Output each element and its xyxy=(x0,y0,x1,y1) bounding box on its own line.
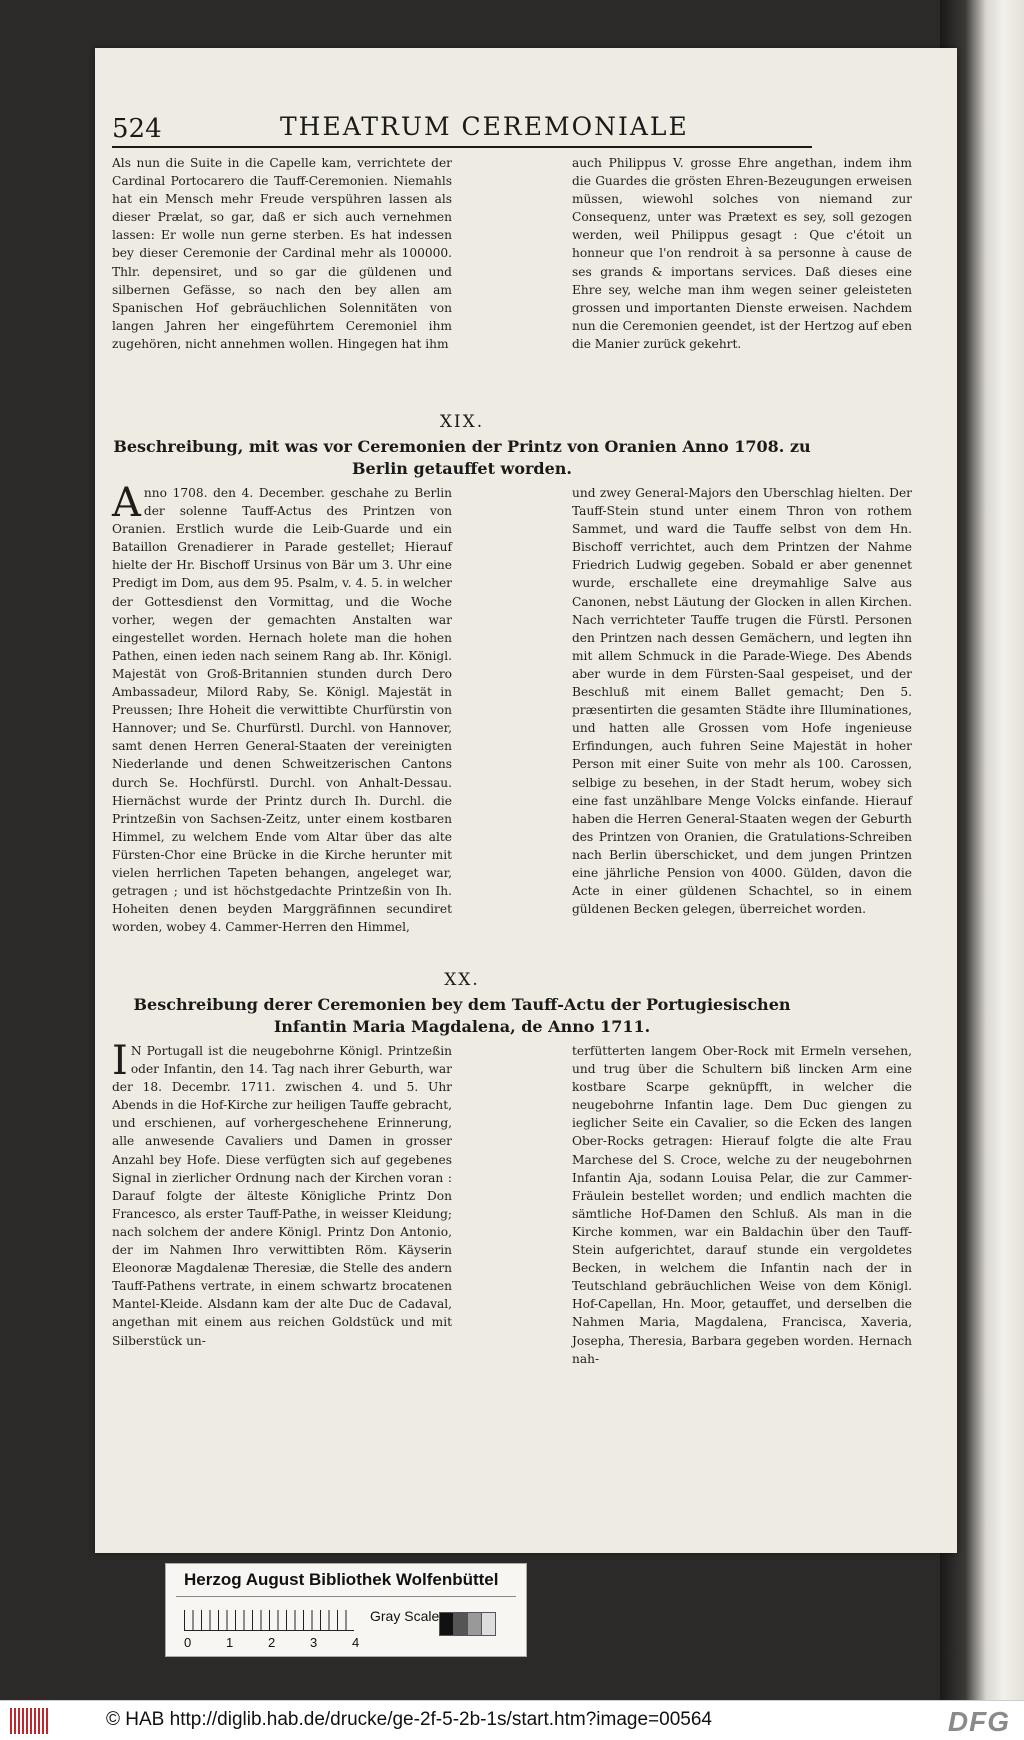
xx-left-column xyxy=(112,1038,452,1350)
xix-right-column xyxy=(572,484,912,918)
xx-right-column xyxy=(572,1042,912,1368)
gray-swatch xyxy=(439,1612,454,1636)
ruler-number: 2 xyxy=(268,1635,276,1650)
ruler-number: 1 xyxy=(226,1635,234,1650)
barcode-icon xyxy=(10,1708,48,1734)
scale-ruler xyxy=(184,1610,354,1631)
library-label xyxy=(165,1563,527,1657)
xx-left-text: N Portugall ist die neugebohrne Königl. Printzeßin oder Infantin, den 14. Tag nach ihrer Geburth, war der 18. Decembr. 1711. zwischen 4. und 5. Uhr Abends in die Hof-Kirche zur heiligen Tauffe gebracht, und erschienen, auf vorhergeschehene Erinnerung, alle anwesende Cavaliers und Damen in grosser Anzahl bey Hofe. Diese verfügten sich auf gegebenes Signal in zierlicher Ordnung nach der Kirchen voran : Darauf folgte der älteste Königliche Printz Don Francesco, als erster Tauff-Pathe, in weisser Kleidung; nach solchem der andere Königl. Printz Don Antonio, der im Nahmen Ihro verwittibten Röm. Käyserin Eleonoræ Magdalenæ Theresiæ, die Stelle des andern Tauff-Pathens vertrate, in einem schwartz brocatenen Mantel-Kleide. Alsdann kam der alte Duc de Cadaval, angethan mit einem aus reichen Goldstück und mit Silberstück un- xyxy=(112,1044,452,1348)
label-divider xyxy=(176,1596,516,1597)
xix-left-column xyxy=(112,480,452,936)
xx-left-paragraph xyxy=(112,1038,452,1350)
section-xix-numeral: XIX. xyxy=(439,412,485,432)
section-xix-title: Beschreibung, mit was vor Ceremonien der Printz von Oranien Anno 1708. zu Berlin getauffet worden. xyxy=(113,437,811,478)
gray-swatch xyxy=(453,1612,468,1636)
ruler-number: 4 xyxy=(352,1635,360,1650)
gray-swatch xyxy=(481,1612,496,1636)
xix-right-text: und zwey General-Majors den Uberschlag hielten. Der Tauff-Stein stund unter einem Thron von rothem Sammet, und ward die Tauffe selbst von dem Hn. Bischoff verrichtet, auch dem Printzen der Nahme Friedrich Ludwig gegeben. Sobald er aber genennet wurde, erschallete eine dreymahlige Salve aus Canonen, nebst Läutung der Glocken in allen Kirchen. Nach verrichteter Tauffe trugen die Fürstl. Personen den Printzen nach dessen Gemächern, und legten ihn mit allem Schmuck in die Parade-Wiege. Des Abends aber wurde in dem Fürsten-Saal gespeiset, und der Beschluß mit einem Ballet gemacht; Den 5. præsentirten die gesamten Städte ihre Illuminationes, und hatten alle Grossen vom Hofe ingenieuse Erfindungen, auch fuhren Seine Majestät in hoher Person mit einer Suite von mehr als 100. Carossen, selbige zu besehen, in der Stadt herum, wobey sich eine fast unzählbare Menge Volcks einfande. Hierauf haben die Herren General-Staaten wegen der Geburth des Printzen von Oranien, die Gratulations-Schreiben nach Berlin überschicket, und dem jungen Printzen eine jährliche Pension von 4000. Gülden, davon die Acte in einer güldenen Schachtel, so in einem güldenen Becken gelegen, überreichet worden. xyxy=(572,486,912,917)
xix-dropcap: A xyxy=(112,480,141,526)
page-number: 524 xyxy=(112,114,162,144)
dfg-logo: DFG xyxy=(947,1706,1010,1737)
running-title: THEATRUM CEREMONIALE xyxy=(280,112,689,141)
section-xx-title: Beschreibung derer Ceremonien bey dem Tauff-Actu der Portugiesischen Infantin Maria Magdalena, de Anno 1711. xyxy=(133,995,791,1036)
ruler-number: 0 xyxy=(184,1635,192,1650)
top-right-text: auch Philippus V. grosse Ehre angethan, indem ihm die Guardes die grösten Ehren-Bezeugungen erweisen müssen, wiewohl solches von niemand zur Consequenz, unter was Prætext es sey, soll gezogen werden, weil Philippus gesagt : Que c'étoit un honneur que l'on rendroit à sa personne à cause de ses grands & importans services. Daß dieses eine Ehre sey, welche man ihm wegen seiner geleisteten grossen und importanten Dienste erweisen. Nachdem nun die Ceremonien geendet, ist der Hertzog auf eben die Manier zurück gekehrt. xyxy=(572,156,912,351)
gray-swatch xyxy=(467,1612,482,1636)
ruler-number: 3 xyxy=(310,1635,318,1650)
footer-bar xyxy=(0,1700,1024,1740)
library-name: Herzog August Bibliothek Wolfenbüttel xyxy=(184,1570,499,1589)
top-right-column xyxy=(572,154,912,353)
grayscale-label: Gray Scale xyxy=(370,1608,440,1624)
xix-left-text: nno 1708. den 4. December. geschahe zu Berlin der solenne Tauff-Actus des Printzen von Oranien. Erstlich wurde die Leib-Guarde und ein Bataillon Grenadierer in Parade gestellet; Hierauf hielte der Hr. Bischoff Ursinus von Bär um 3. Uhr eine Predigt im Dom, aus dem 95. Psalm, v. 4. 5. in welcher der Gottesdienst den Vormittag, und die Woche vorher, wegen der gemachten Anstalten war eingestellet worden. Hernach holete man die hohen Pathen, einen ieden nach seinem Rang ab. Ihr. Königl. Majestät von Groß-Britannien stunden durch Dero Ambassadeur, Milord Raby, Se. Königl. Majestät in Preussen; Ihre Hoheit die verwittibte Churfürstin von Hannover; und Se. Churfürstl. Durchl. von Hannover, samt denen Herren General-Staaten der vereinigten Niederlande und denen Schweitzerischen Cantons durch Se. Hochfürstl. Durchl. von Anhalt-Dessau. Hiernächst wurde der Printz durch Ih. Durchl. die Printzeßin von Sachsen-Zeitz, unter einem kostbaren Himmel, zu welchem Ende vom Altar über das alte Fürsten-Chor eine Brücke in die Kirche herunter mit vielen herrlichen Tapeten behangen, angeleget war, getragen ; und ist höchstgedachte Printzeßin von Ih. Hoheiten denen beyden Marggräfinnen secundiret worden, wobey 4. Cammer-Herren den Himmel, xyxy=(112,486,452,935)
section-xx-numeral: XX. xyxy=(444,970,480,990)
xix-left-paragraph xyxy=(112,480,452,936)
top-left-column xyxy=(112,154,452,353)
xx-right-text: terfütterten langem Ober-Rock mit Ermeln versehen, und trug über die Schultern biß lincken Arm eine kostbare Scarpe geknüpfft, in welcher die neugebohrne Infantin lage. Dem Duc giengen zu ieglicher Seite ein Cavalier, so die Ecken des langen Ober-Rocks getragen: Hierauf folgte die alte Frau Marchese del S. Croce, welche zu der neugebohrnen Infantin Aja, sodann Louisa Pelar, die zur Cammer-Fräulein bestellet worden; und endlich machten die sämtliche Hof-Damen den Schluß. Als man in die Kirche kommen, war ein Baldachin über den Tauff-Stein aufgerichtet, darauf stunde ein vergoldetes Becken, in welchem die Infantin nach der in Teutschland gebräuchlichen Weise von dem Königl. Hof-Capellan, Hn. Moor, getauffet, und derselben die Nahmen Maria, Magdalena, Francisca, Xaveria, Josepha, Theresia, Barbara gegeben worden. Hernach nah- xyxy=(572,1044,912,1366)
page-header xyxy=(112,110,812,150)
source-url[interactable]: © HAB http://diglib.hab.de/drucke/ge-2f-5-2b-1s/start.htm?image=00564 xyxy=(106,1709,712,1730)
header-rule xyxy=(112,146,812,148)
xx-dropcap: I xyxy=(112,1038,128,1084)
top-left-text: Als nun die Suite in die Capelle kam, verrichtete der Cardinal Portocarero die Tauff-Ceremonien. Niemahls hat ein Mensch mehr Freude verspühren lassen als dieser Prælat, so gar, daß er sich auch vernehmen lassen: Er wolle nun gerne sterben. Es hat indessen bey dieser Ceremonie der Cardinal mehr als 100000. Thlr. depensiret, und so gar die güldenen und silbernen Gefässe, so nach den bey allen am Spanischen Hof gebräuchlichen Solennitäten von langen Jahren her eingeführtem Ceremoniel ihm zugehören, nicht annehmen wollen. Hingegen hat ihm xyxy=(112,156,452,351)
